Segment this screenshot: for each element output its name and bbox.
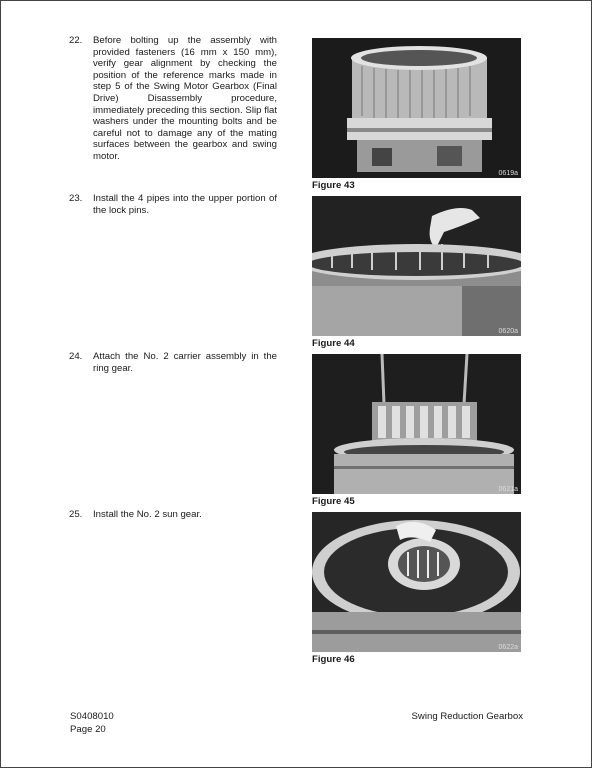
- figure-45-photo: [312, 354, 521, 494]
- figure-46-photo: [312, 512, 521, 652]
- figure-43-photo: [312, 38, 521, 178]
- step-number: 25.: [69, 509, 83, 520]
- footer-page-number: Page 20: [70, 724, 106, 735]
- step-22: [69, 35, 277, 163]
- photo-code: 0622a: [498, 644, 518, 651]
- hand-pipes-photo-icon: [312, 196, 521, 336]
- gearbox-photo-icon: [312, 38, 521, 178]
- footer-doc-code: S0408010: [70, 711, 114, 722]
- figure-45-caption: Figure 45: [312, 496, 355, 507]
- carrier-assembly-photo-icon: [312, 354, 521, 494]
- sun-gear-photo-icon: [312, 512, 521, 652]
- step-text: Attach the No. 2 carrier assembly in the ring gear.: [93, 351, 277, 374]
- step-number: 23.: [69, 193, 83, 204]
- step-text: Install the No. 2 sun gear.: [93, 509, 202, 520]
- step-25: [69, 509, 277, 521]
- step-23: [69, 193, 277, 216]
- photo-code: 0620a: [498, 328, 518, 335]
- figure-46-caption: Figure 46: [312, 654, 355, 665]
- figure-44-photo: [312, 196, 521, 336]
- photo-code: 0621a: [498, 486, 518, 493]
- footer-section-title: Swing Reduction Gearbox: [411, 711, 523, 722]
- photo-code: 0619a: [498, 170, 518, 177]
- figure-44-caption: Figure 44: [312, 338, 355, 349]
- step-text: Install the 4 pipes into the upper portion of the lock pins.: [93, 193, 277, 216]
- step-number: 22.: [69, 35, 83, 46]
- step-text: Before bolting up the assembly with provided fasteners (16 mm x 150 mm), verify gear alignment by checking the position of the reference marks made in step 5 of the Swing Motor Gearbox (Final Drive) Disassembly procedure, immediately preceding this section. Slip flat washers under the mounting bolts and be careful not to damage any of the mating surfaces between the gearbox and swing motor.: [93, 35, 277, 162]
- step-number: 24.: [69, 351, 83, 362]
- step-24: [69, 351, 277, 374]
- figure-43-caption: Figure 43: [312, 180, 355, 191]
